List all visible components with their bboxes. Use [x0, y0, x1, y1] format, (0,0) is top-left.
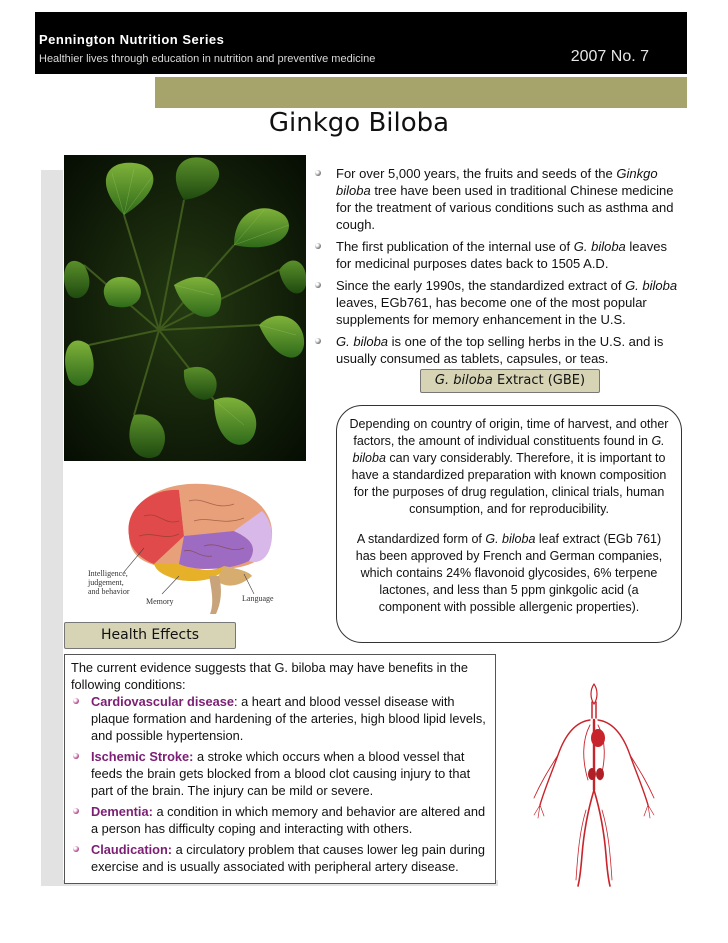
condition-item — [71, 803, 489, 837]
bullet-icon — [315, 282, 321, 288]
bullet-icon — [73, 698, 79, 704]
page-title-text: Ginkgo Biloba — [268, 108, 450, 138]
gbe-paragraph: Depending on country of origin, time of harvest, and other factors, the amount of individual constituents found in G. biloba can vary considerably. Therefore, it is important to have a standardized preparation with known composition for the purposes of drug regulation, clinical trials, human consumption, and for reproducibility. — [349, 417, 669, 516]
bullet-icon — [315, 338, 321, 344]
brain-illustration — [84, 476, 310, 616]
bullet-icon — [315, 243, 321, 249]
intro-bullet: G. biloba is one of the top selling herbs in the U.S. and is usually consumed as tablets, capsules, or teas. — [312, 333, 682, 367]
bullet-icon — [315, 170, 321, 176]
condition-description: a circulatory problem that causes lower leg pain during exercise and is usually associated with peripheral artery disease. — [91, 842, 486, 874]
conditions-list — [71, 693, 489, 875]
brain-diagram — [84, 476, 310, 616]
intro-bullet-list — [312, 165, 682, 372]
bullet-icon — [73, 846, 79, 852]
gbe-info-box — [336, 405, 682, 643]
bullet-icon — [73, 808, 79, 814]
condition-description: a heart and blood vessel disease with plaque formation and hardening of the arteries, high blood lipid levels, and possible hypertension. — [91, 694, 486, 743]
intro-bullet: For over 5,000 years, the fruits and seeds of the Ginkgo biloba tree have been used in traditional Chinese medicine for the treatment of various conditions such as asthma and cough. — [312, 165, 682, 233]
series-title: Pennington Nutrition Series — [39, 32, 225, 47]
intro-bullet: The first publication of the internal use of G. biloba leaves for medicinal purposes dates back to 1505 A.D. — [312, 238, 682, 272]
condition-name: Ischemic Stroke: — [91, 749, 194, 764]
bullet-icon — [73, 753, 79, 759]
condition-name: Cardiovascular disease — [91, 694, 234, 709]
condition-name: Dementia: — [91, 804, 153, 819]
series-tagline: Healthier lives through education in nutrition and preventive medicine — [39, 53, 376, 65]
health-intro: The current evidence suggests that G. biloba may have benefits in the following conditions: — [71, 660, 468, 692]
newsletter-header — [35, 12, 687, 74]
gbe-section-label: G. biloba Extract (GBE) — [420, 369, 600, 393]
ginkgo-leaves-photo — [64, 155, 306, 461]
condition-item: Cardiovascular disease: a heart and blood vessel disease with plaque formation and hardening of the arteries, high blood lipid levels, and possible hypertension. — [71, 693, 489, 744]
circulatory-system-illustration — [520, 680, 668, 890]
health-effects-label: Health Effects — [64, 622, 236, 649]
brain-label-intelligence: Intelligence, judgement, and behavior — [88, 569, 130, 596]
condition-name: Claudication: — [91, 842, 173, 857]
health-effects-box — [64, 654, 496, 884]
brain-label-memory: Memory — [146, 597, 174, 606]
page-title — [0, 108, 728, 138]
circulatory-system-figure — [520, 680, 668, 890]
issue-number: 2007 No. 7 — [570, 48, 649, 65]
brain-label-language: Language — [242, 594, 274, 603]
left-shadow-stripe — [41, 170, 63, 886]
condition-item — [71, 841, 489, 875]
gbe-paragraph: A standardized form of G. biloba leaf extract (EGb 761) has been approved by French and German companies, which contains 24% flavonoid glycosides, 6% terpene lactones, and less than 5 ppm ginkgolic acid (a component with possible allergenic properties). — [355, 532, 663, 614]
ginkgo-leaves-illustration — [64, 155, 306, 461]
condition-item — [71, 748, 489, 799]
condition-description: a condition in which memory and behavior are altered and a person has difficulty coping and interacting with others. — [91, 804, 486, 836]
header-accent-bar — [155, 77, 687, 108]
intro-bullet: Since the early 1990s, the standardized extract of G. biloba leaves, EGb761, has become one of the most popular supplements for memory enhancement in the U.S. — [312, 277, 682, 328]
condition-description: a stroke which occurs when a blood vessel that feeds the brain gets blocked from a blood clot causing injury to that part of the brain. The injury can be mild or severe. — [91, 749, 471, 798]
